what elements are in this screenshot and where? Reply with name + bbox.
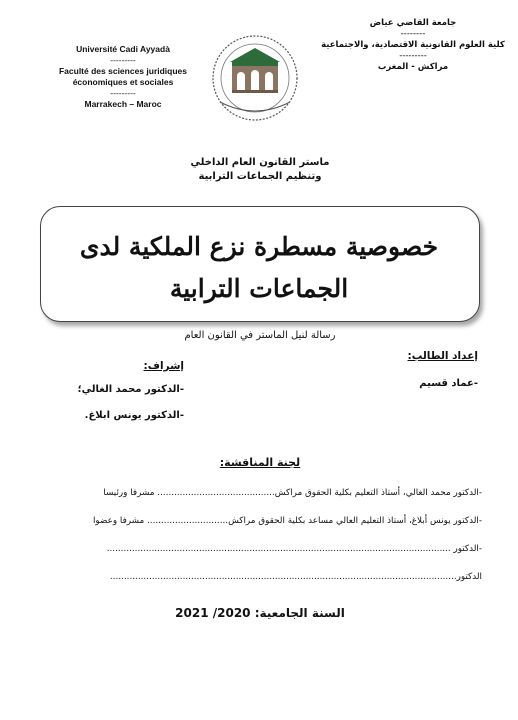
academic-year: السنة الجامعية: 2020/ 2021 <box>175 606 345 620</box>
university-seal-icon <box>196 32 314 124</box>
committee-row: الدكتور............................................................................................................................ <box>109 572 482 582</box>
separator: --------- <box>110 88 136 98</box>
supervisor-name: -الدكتور يونس ابلاغ. <box>84 410 184 421</box>
title-line-2: الجماعات الترابية <box>169 274 349 303</box>
title-line-1: خصوصية مسطرة نزع الملكية لدى <box>79 232 439 261</box>
supervision-label: إشراف: <box>143 360 184 372</box>
program-line-2: وتنظيم الجماعات الترابية <box>198 171 322 182</box>
faculty-name-fr: Faculté des sciences juridiques économiques et sociales <box>58 66 188 87</box>
separator: --------- <box>110 55 136 65</box>
university-name-fr: Université Cadi Ayyadà <box>76 44 170 54</box>
program-line-1: ماستر القانون العام الداخلي <box>190 157 330 168</box>
institution-header-fr <box>38 44 208 110</box>
committee-row: -الدكتور محمد الغالي، أستاذ التعليم بكلية الحقوق مراكش.......................................... مشرفا ورئيسا <box>103 488 482 498</box>
committee-row: -الدكتور يونس أبلاغ، أستاذ التعليم العالي مساعد بكلية الحقوق مراكش............................. مشرفا وعضوا <box>92 516 482 526</box>
institution-header-ar <box>318 18 508 73</box>
thesis-type: رسالة لنيل الماستر في القانون العام <box>184 330 336 341</box>
city-ar: مراكش - المغرب <box>377 62 449 72</box>
thesis-title <box>50 226 468 310</box>
program-name <box>170 156 350 184</box>
student-label: إعداد الطالب: <box>407 350 478 362</box>
city-fr: Marrakech – Maroc <box>84 99 162 109</box>
university-name-ar: جامعة القاضي عياض <box>369 18 457 28</box>
separator: -------- <box>400 29 426 39</box>
separator: --------- <box>399 51 427 61</box>
supervisor-name: -الدكتور محمد الغالي؛ <box>77 384 184 395</box>
committee-title: لجنة المناقشة: <box>219 456 301 469</box>
committee-row: -الدكتور ........................................................................................................................... <box>106 544 482 554</box>
faculty-name-ar: كلية العلوم القانونية الاقتصادية، والاجتماعية <box>321 40 505 50</box>
student-name: -عماد قسيم <box>419 378 478 389</box>
